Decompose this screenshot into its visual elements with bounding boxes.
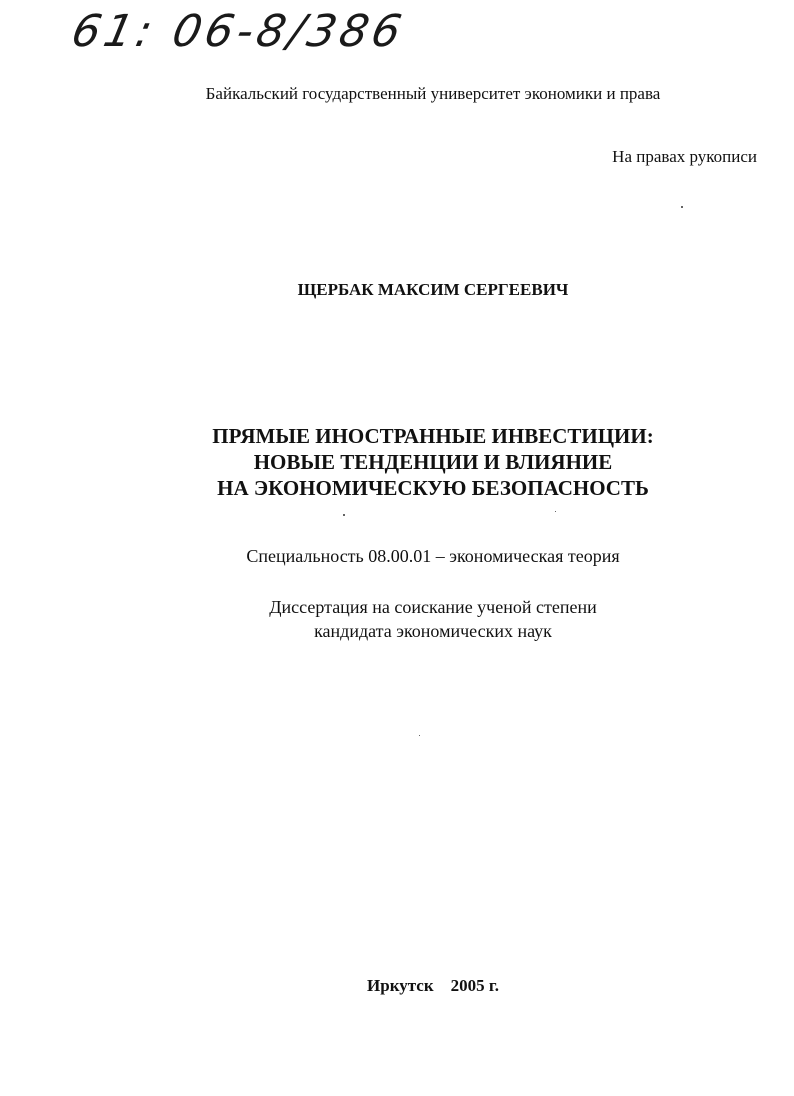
degree-statement: [0, 595, 794, 643]
university-name: Байкальский государственный университет экономики и права: [205, 84, 661, 103]
degree-line-2: кандидата экономических наук: [314, 621, 552, 641]
dissertation-title: [0, 423, 794, 501]
scan-speck: [419, 735, 420, 736]
year: 2005 г.: [450, 976, 499, 995]
handwritten-catalog-number: 61: 06-8/386: [67, 6, 410, 57]
author-name: ЩЕРБАК МАКСИМ СЕРГЕЕВИЧ: [297, 280, 569, 299]
manuscript-rights-note: На правах рукописи: [612, 147, 757, 166]
degree-line-1: Диссертация на соискание ученой степени: [269, 597, 597, 617]
scan-speck: [555, 511, 556, 512]
scan-speck: [681, 206, 683, 208]
city-and-year: [0, 976, 794, 996]
title-line-3: НА ЭКОНОМИЧЕСКУЮ БЕЗОПАСНОСТЬ: [217, 476, 649, 500]
specialty-line: Специальность 08.00.01 – экономическая теория: [246, 546, 620, 566]
city: Иркутск: [367, 976, 434, 995]
title-line-1: ПРЯМЫЕ ИНОСТРАННЫЕ ИНВЕСТИЦИИ:: [212, 424, 654, 448]
scan-speck: [343, 514, 345, 516]
title-line-2: НОВЫЕ ТЕНДЕНЦИИ И ВЛИЯНИЕ: [253, 450, 613, 474]
